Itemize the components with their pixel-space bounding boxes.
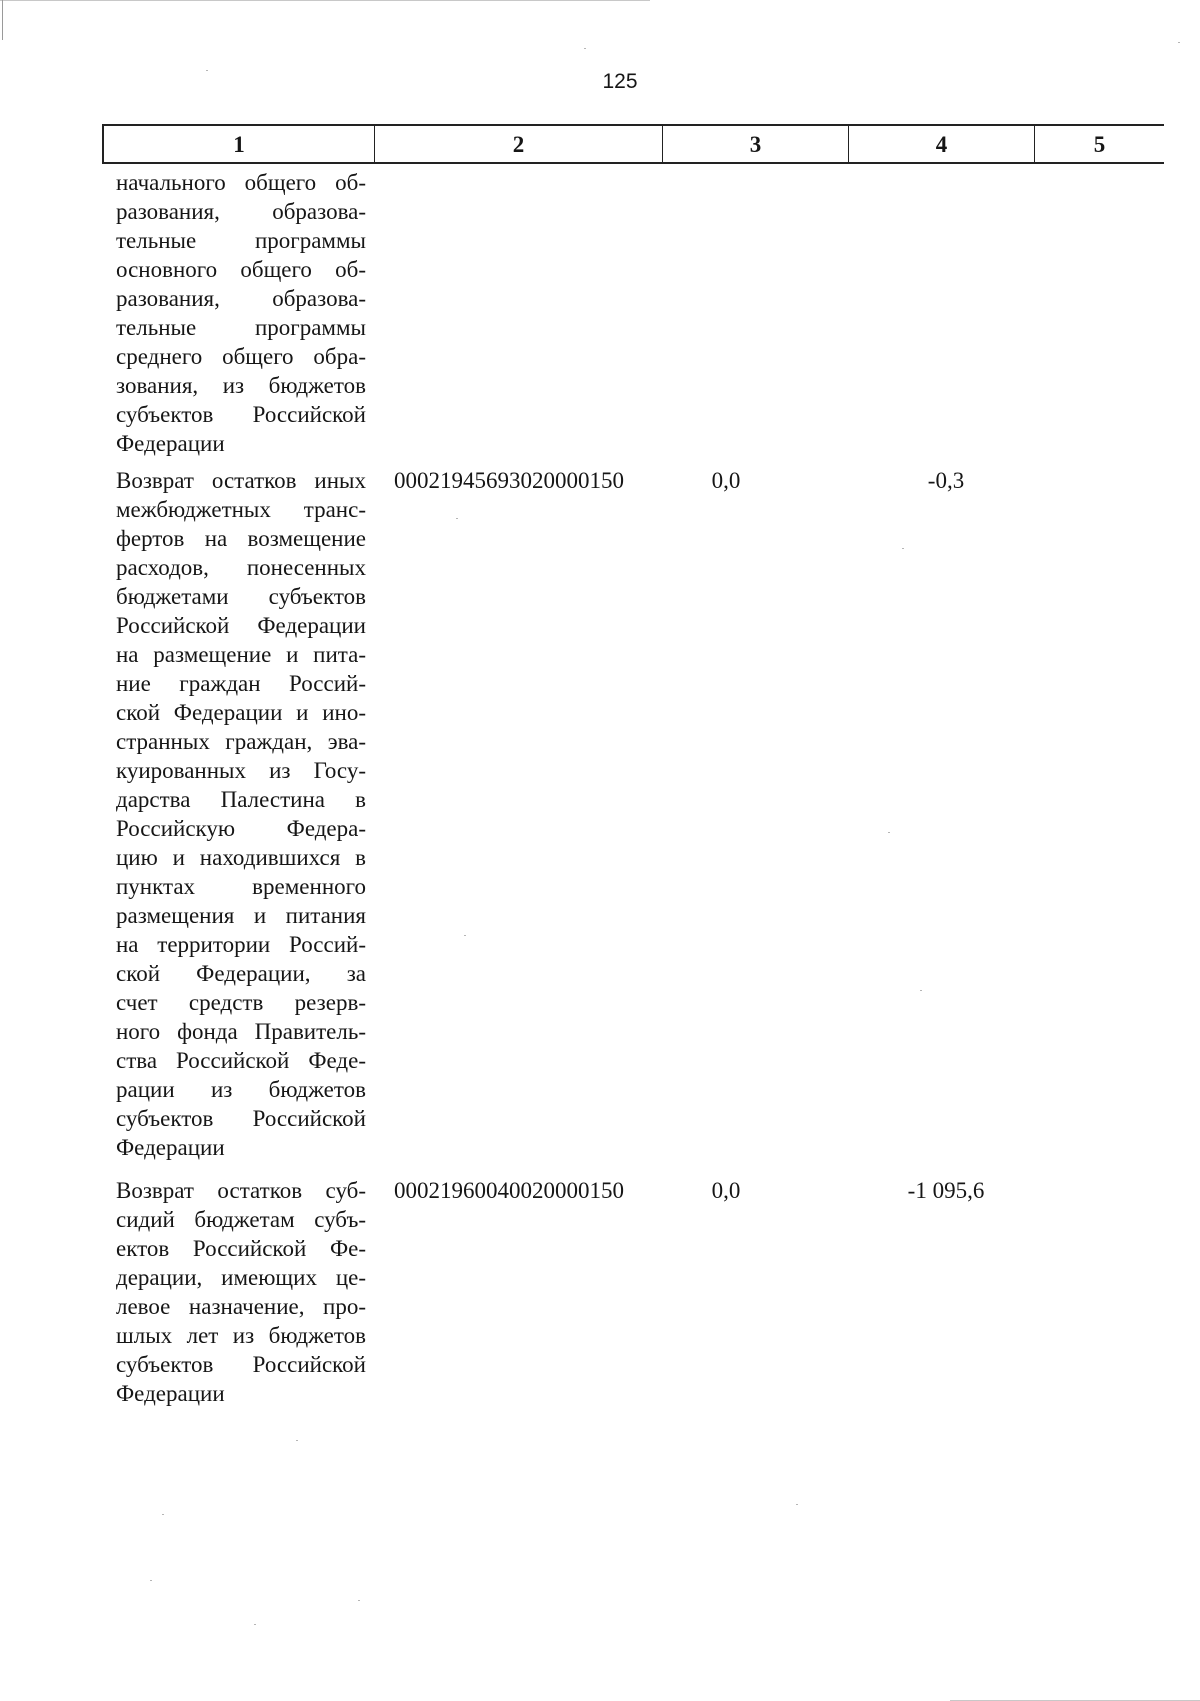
description-line: среднего общего обра- — [116, 344, 366, 369]
scan-speck — [464, 935, 466, 936]
description-line: зования, из бюджетов — [116, 373, 366, 398]
description-line: шлых лет из бюджетов — [116, 1323, 366, 1348]
description-line: рации из бюджетов — [116, 1077, 366, 1102]
scan-speck — [254, 1624, 256, 1625]
scan-speck — [206, 70, 208, 71]
header-col-5: 5 — [1034, 126, 1164, 162]
description-line: Российскую Федера- — [116, 816, 366, 841]
scan-speck — [296, 1440, 298, 1441]
description-line: разования, образова- — [116, 286, 366, 311]
scan-speck — [920, 990, 922, 991]
scan-edge-left — [2, 0, 3, 40]
description-line: ектов Российской Фе- — [116, 1236, 366, 1261]
scan-speck — [584, 48, 586, 49]
description-line: странных граждан, эва- — [116, 729, 366, 754]
description-line: счет средств резерв- — [116, 990, 366, 1015]
description-line: дерации, имеющих це- — [116, 1265, 366, 1290]
scan-edge-top — [0, 0, 650, 1]
page-number: 125 — [602, 70, 638, 93]
description-line: куированных из Госу- — [116, 758, 366, 783]
scan-speck — [796, 1504, 798, 1505]
description-line: субъектов Российской — [116, 1106, 366, 1131]
description-line: начального общего об- — [116, 170, 366, 195]
description-line: межбюджетных транс- — [116, 497, 366, 522]
row-col3-value: 0,0 — [711, 1178, 741, 1203]
row-description — [116, 1176, 366, 1408]
description-line: Федерации — [116, 1381, 225, 1406]
row-col4-value: -0,3 — [927, 468, 965, 493]
row-code: 00021960040020000150 — [394, 1178, 624, 1203]
scan-speck — [162, 1514, 164, 1515]
description-line: разования, образова- — [116, 199, 366, 224]
description-line: Федерации — [116, 431, 225, 456]
description-line: ства Российской Феде- — [116, 1048, 366, 1073]
description-line: бюджетами субъектов — [116, 584, 366, 609]
description-line: ние граждан Россий- — [116, 671, 366, 696]
description-line: Возврат остатков суб- — [116, 1178, 366, 1203]
scan-speck — [888, 832, 890, 833]
row-description — [116, 466, 366, 1162]
description-line: тельные программы — [116, 315, 366, 340]
scan-speck — [1178, 42, 1180, 43]
scan-speck — [456, 518, 458, 519]
description-line: Федерации — [116, 1135, 225, 1160]
header-col-4: 4 — [848, 126, 1034, 162]
scan-speck — [358, 1600, 360, 1601]
row-code: 00021945693020000150 — [394, 468, 624, 493]
description-line: субъектов Российской — [116, 1352, 366, 1377]
description-line: субъектов Российской — [116, 402, 366, 427]
description-line: на размещение и пита- — [116, 642, 366, 667]
description-line: цию и находившихся в — [116, 845, 366, 870]
description-line: основного общего об- — [116, 257, 366, 282]
scan-speck — [902, 548, 904, 549]
table-header — [102, 124, 1164, 164]
description-line: на территории Россий- — [116, 932, 366, 957]
row-description — [116, 168, 366, 458]
header-col-2: 2 — [374, 126, 662, 162]
description-line: тельные программы — [116, 228, 366, 253]
header-col-1: 1 — [102, 126, 374, 162]
description-line: фертов на возмещение — [116, 526, 366, 551]
description-line: сидий бюджетам субъ- — [116, 1207, 366, 1232]
description-line: дарства Палестина в — [116, 787, 366, 812]
row-col3-value: 0,0 — [711, 468, 741, 493]
description-line: пунктах временного — [116, 874, 366, 899]
description-line: ской Федерации и ино- — [116, 700, 366, 725]
description-line: ного фонда Правитель- — [116, 1019, 366, 1044]
row-col4-value: -1 095,6 — [907, 1178, 985, 1203]
scan-speck — [150, 1580, 152, 1581]
description-line: Российской Федерации — [116, 613, 366, 638]
description-line: ской Федерации, за — [116, 961, 366, 986]
description-line: размещения и питания — [116, 903, 366, 928]
description-line: Возврат остатков иных — [116, 468, 366, 493]
description-line: левое назначение, про- — [116, 1294, 366, 1319]
header-col-3: 3 — [662, 126, 848, 162]
description-line: расходов, понесенных — [116, 555, 366, 580]
